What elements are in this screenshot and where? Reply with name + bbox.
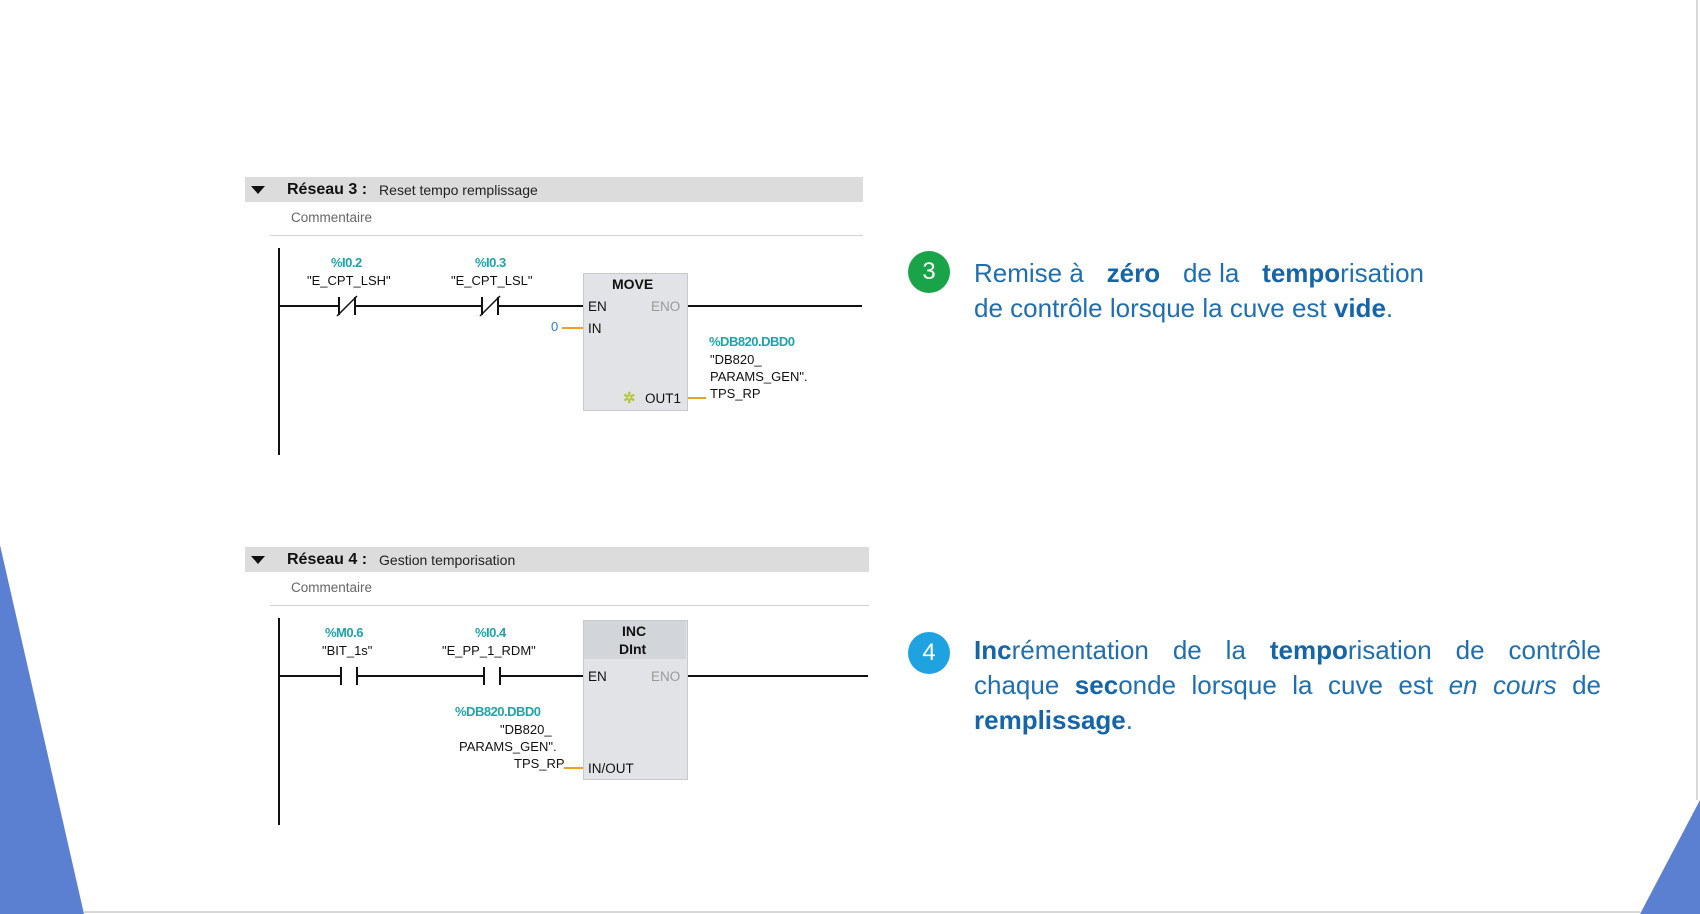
step4-text-fragment: risation de contrôle chaque: [974, 635, 1601, 700]
no-contact-2: [484, 667, 500, 685]
step4-text-bold: remplissage: [974, 705, 1126, 735]
contact2-symbol: "E_CPT_LSL": [451, 273, 533, 288]
step4-text-bold: tempo: [1269, 635, 1348, 665]
step3-text-bold: tempo: [1262, 258, 1341, 288]
contact2-address: %I0.3: [475, 255, 506, 270]
inc-inout-symbol-1: "DB820_: [500, 722, 552, 737]
move-pin-en: EN: [588, 299, 607, 314]
step3-badge: 3: [908, 251, 950, 293]
contact2-address: %I0.4: [475, 625, 506, 640]
step4-text-bold: sec: [1074, 670, 1119, 700]
inc-inout-address: %DB820.DBD0: [455, 704, 541, 719]
sparkle-icon: ✲: [623, 390, 636, 407]
contact1-address: %I0.2: [331, 255, 362, 270]
step4-text: [974, 633, 1601, 738]
step3-text-fragment: de la: [1175, 258, 1247, 288]
step4-text-fragment: de: [1556, 670, 1601, 700]
network3-subtitle: Reset tempo remplissage: [379, 181, 538, 198]
network4-subtitle: Gestion temporisation: [379, 551, 516, 568]
move-block-title: MOVE: [612, 276, 654, 292]
move-in-value: 0: [551, 319, 559, 334]
inc-inout-symbol-2: PARAMS_GEN".: [459, 739, 557, 754]
step3-text: [974, 256, 1424, 326]
contact1-symbol: "BIT_1s": [322, 643, 373, 658]
step4-text-fragment: rémentation de la: [1011, 635, 1270, 665]
step3-line1: [974, 256, 1424, 291]
step3-line2: [974, 291, 1424, 326]
step3-text-bold: zéro: [1106, 258, 1161, 288]
contact1-symbol: "E_CPT_LSH": [307, 273, 391, 288]
step4-text-fragment: onde lorsque la cuve est: [1118, 670, 1449, 700]
network3-title: Réseau 3 :: [287, 180, 368, 198]
move-pin-in: IN: [588, 321, 602, 336]
step3-text-fragment: Remise à: [974, 258, 1092, 288]
step3-text-fragment: .: [1385, 293, 1394, 323]
step3-text-bold: vide: [1333, 293, 1386, 323]
step4-text-fragment: .: [1125, 705, 1133, 735]
move-out-symbol-2: PARAMS_GEN".: [710, 369, 808, 384]
step3-text-word: [1262, 256, 1424, 291]
step3-text-fragment: risation: [1340, 258, 1424, 288]
step4-text-bold: Inc: [974, 635, 1012, 665]
inc-pin-en: EN: [588, 669, 607, 684]
contact2-symbol: "E_PP_1_RDM": [442, 643, 536, 658]
move-out-address: %DB820.DBD0: [709, 334, 795, 349]
inc-inout-symbol-3: TPS_RP: [514, 756, 565, 771]
step4-text-italic: en cours: [1448, 670, 1557, 700]
inc-pin-inout: IN/OUT: [588, 761, 634, 776]
network3-comment[interactable]: Commentaire: [291, 210, 373, 225]
inc-block-type: DInt: [619, 641, 647, 657]
move-out-symbol-1: "DB820_: [710, 352, 762, 367]
move-pin-out: OUT1: [645, 391, 682, 406]
network4-title: Réseau 4 :: [287, 550, 368, 568]
inc-block-title: INC: [622, 623, 647, 639]
network4-comment[interactable]: Commentaire: [291, 580, 373, 595]
contact1-address: %M0.6: [325, 625, 363, 640]
step4-badge: 4: [908, 632, 950, 674]
move-out-symbol-3: TPS_RP: [710, 386, 761, 401]
no-contact-1: [341, 667, 357, 685]
move-pin-eno: ENO: [651, 299, 681, 314]
inc-pin-eno: ENO: [651, 669, 681, 684]
step3-text-fragment: de contrôle lorsque la cuve est: [974, 293, 1334, 323]
